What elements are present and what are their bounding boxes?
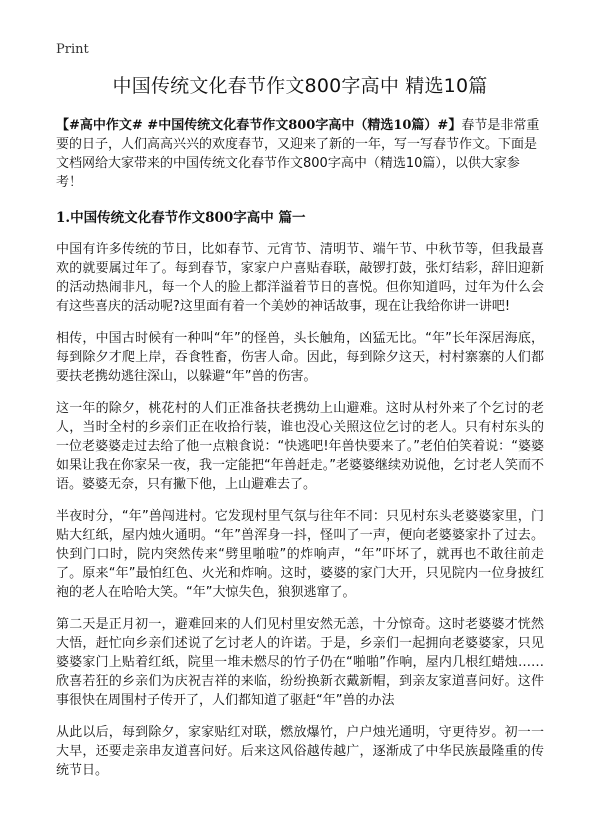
intro-tag: 【#高中作文# #中国传统文化春节作文800字高中（精选10篇）#】 — [56, 118, 462, 133]
section-title: 1.中国传统文化春节作文800字高中 篇一 — [56, 210, 306, 226]
intro-text: 春节是非常重要的日子，人们高高兴兴的欢度春节，又迎来了新的一年，写一写春节作文。下面是文档网给大家带来的中国传统文化春节作文800字高中（精选10篇），以供大家参考！ — [56, 118, 540, 190]
paragraph-3: 这一年的除夕，桃花村的人们正准备扶老携幼上山避难。这时从村外来了个乞讨的老人，当时全村的乡亲们正在收拾行装，谁也没心关照这位乞讨的老人。只有村东头的一位老婆婆走过去给了他一点粮食说：“快逃吧!年兽快要来了。”老伯伯笑着说：“婆婆如果让我在你家呆一夜，我一定能把“年兽赶走。”老婆婆继续劝说他，乞讨老人笑而不语。婆婆无奈，只有撇下他，上山避难去了。 — [56, 401, 544, 492]
paragraph-6: 从此以后，每到除夕，家家贴红对联，燃放爆竹，户户烛光通明，守更待岁。初一一大早，还要走亲串友道喜问好。后来这风俗越传越广，逐渐成了中华民族最隆重的传统节日。 — [56, 725, 544, 778]
paragraph-4: 半夜时分，“年”兽闯进村。它发现村里气氛与往年不同：只见村东头老婆婆家里，门贴大红纸，屋内烛火通明。“年”兽浑身一抖，怪叫了一声，便向老婆婆家扑了过去。快到门口时，院内突然传来“劈里啪啦”的炸响声，“年”吓坏了，就再也不敢往前走了。原来“年”最怕红色、火光和炸响。这时，婆婆的家门大开，只见院内一位身披红袍的老人在哈哈大笑。“年”大惊失色，狼狈逃窜了。 — [56, 509, 544, 600]
paragraph-1: 中国有许多传统的节日，比如春节、元宵节、清明节、端午节、中秋节等，但我最喜欢的就要属过年了。每到春节，家家户户喜贴春联，敲锣打鼓，张灯结彩，辞旧迎新的活动热闹非凡，每一个人的脸上都洋溢着节日的喜悦。但你知道吗，过年为什么会有这些喜庆的活动呢?这里面有着一个美妙的神话故事，现在让我给你讲一讲吧! — [56, 242, 544, 314]
paragraph-2: 相传，中国古时候有一种叫“年”的怪兽，头长触角，凶猛无比。“年”长年深居海底，每到除夕才爬上岸，吞食牲畜，伤害人命。因此，每到除夕这天，村村寨寨的人们都要扶老携幼逃往深山，以躲避“年”兽的伤害。 — [56, 331, 544, 384]
print-label: Print — [56, 42, 89, 57]
paragraph-5: 第二天是正月初一，避难回来的人们见村里安然无恙，十分惊奇。这时老婆婆才恍然大悟，赶忙向乡亲们述说了乞讨老人的许诺。于是，乡亲们一起拥向老婆婆家，只见婆婆家门上贴着红纸，院里一堆未燃尽的竹子仍在“啪啪”作响，屋内几根红蜡烛……欣喜若狂的乡亲们为庆祝吉祥的来临，纷纷换新衣戴新帽，到亲友家道喜问好。这件事很快在周围村子传开了，人们都知道了驱赶“年”兽的办法 — [56, 617, 544, 708]
intro-paragraph — [56, 116, 544, 192]
page-title: 中国传统文化春节作文800字高中 精选10篇 — [112, 75, 488, 97]
